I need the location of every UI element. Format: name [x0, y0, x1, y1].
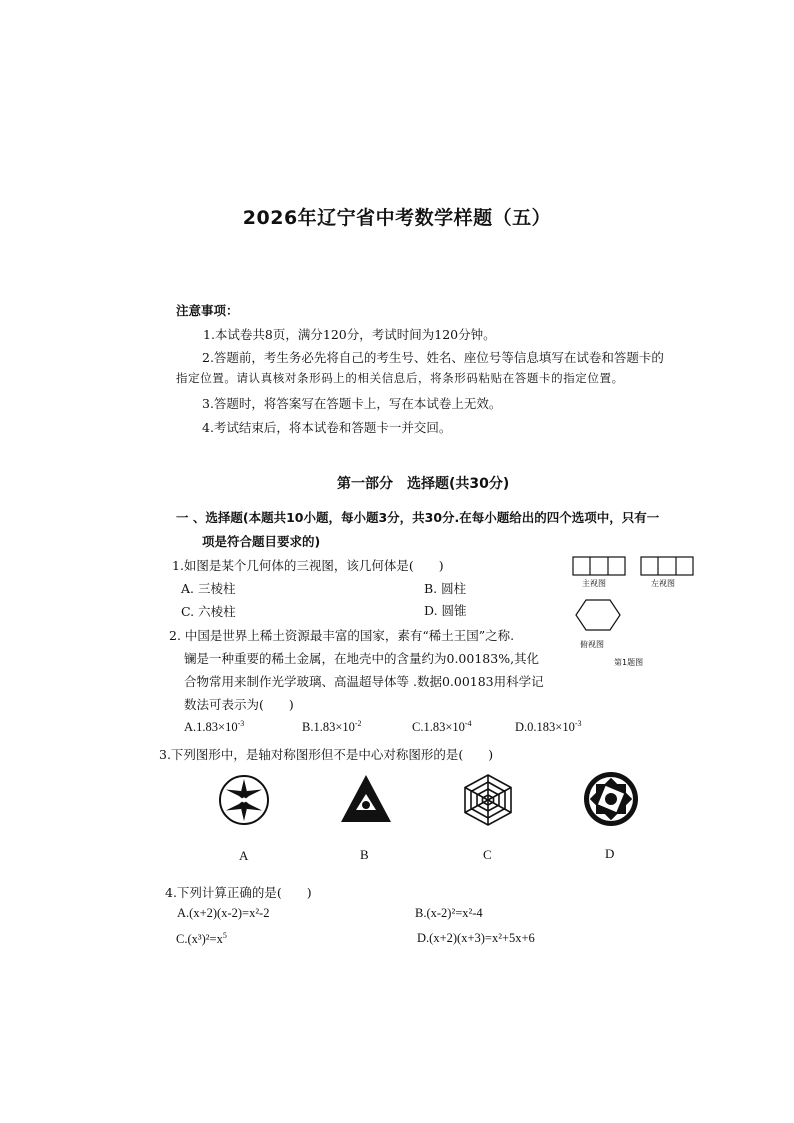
q1-option-a: A. 三棱柱	[181, 581, 236, 596]
q3-label-c: C	[483, 847, 492, 862]
section-heading-line1: 一 、选择题(本题共10小题，每小题3分，共30分.在每小题给出的四个选项中，只有一	[176, 510, 660, 525]
q3-figure-a	[218, 774, 270, 826]
q2-line1: 2. 中国是世界上稀土资源最丰富的国家，素有“稀土王国”之称.	[169, 628, 515, 643]
q3-label-a: A	[239, 848, 249, 863]
q1-stem: 1.如图是某个几何体的三视图，该几何体是( )	[172, 558, 444, 573]
q2-line3: 合物常用来制作光学玻璃、高温超导体等 .数据0.00183用科学记	[184, 674, 544, 689]
q1-option-b: B. 圆柱	[424, 581, 467, 596]
q3-label-d: D	[605, 846, 615, 861]
q2-line2: 镧是一种重要的稀土金属，在地壳中的含量约为0.00183%,其化	[184, 651, 540, 666]
notice-item-2-cont: 指定位置。请认真核对条形码上的相关信息后，将条形码粘贴在答题卡的指定位置。	[176, 371, 624, 385]
q1-option-d: D. 圆锥	[424, 603, 467, 618]
q2-option-b: $B.1.83\times 10^{-2}$	[302, 719, 362, 734]
notice-item-1: 1.本试卷共8页，满分120分，考试时间为120分钟。	[203, 327, 496, 342]
q2-option-d: $D.0.183\times 10^{-3}$	[515, 719, 582, 734]
q3-label-b: B	[360, 847, 369, 862]
notice-item-2: 2.答题前，考生务必先将自己的考生号、姓名、座位号等信息填写在试卷和答题卡的	[202, 350, 664, 365]
q1-figure-caption: 第1题图	[614, 658, 644, 667]
q4-option-a: A.(x+2)(x-2)=x²-2	[177, 906, 270, 920]
notice-item-3: 3.答题时，将答案写在答题卡上，写在本试卷上无效。	[202, 396, 502, 411]
part-heading: 第一部分 选择题(共30分)	[337, 476, 510, 492]
q1-front-view-label: 主视图	[582, 579, 606, 588]
q1-top-view-label: 俯视图	[580, 640, 604, 649]
q2-line4: 数法可表示为( )	[184, 697, 294, 712]
q4-option-c: $C.(x^3)^2=x^5$	[176, 931, 227, 946]
q2-option-c: $C.1.83\times 10^{-4}$	[412, 719, 472, 734]
q4-option-b: B.(x-2)²=x²-4	[415, 906, 483, 920]
q3-stem: 3.下列图形中，是轴对称图形但不是中心对称图形的是( )	[159, 747, 494, 762]
notice-item-4: 4.考试结束后，将本试卷和答题卡一并交回。	[202, 420, 452, 435]
q1-option-c: C. 六棱柱	[181, 604, 236, 619]
page-title: 2026年辽宁省中考数学样题（五）	[242, 207, 552, 229]
q3-figure-d	[582, 770, 640, 828]
q3-figure-c	[458, 772, 518, 828]
notice-heading: 注意事项：	[176, 303, 239, 318]
q4-option-d: D.(x+2)(x+3)=x²+5x+6	[417, 931, 535, 945]
q4-stem: 4.下列计算正确的是( )	[165, 885, 312, 900]
q1-left-view-label: 左视图	[651, 579, 675, 588]
q3-figure-b	[338, 772, 394, 828]
q2-option-a: $A.1.83\times 10^{-3}$	[184, 719, 245, 734]
section-heading-line2: 项是符合题目要求的)	[202, 534, 321, 549]
